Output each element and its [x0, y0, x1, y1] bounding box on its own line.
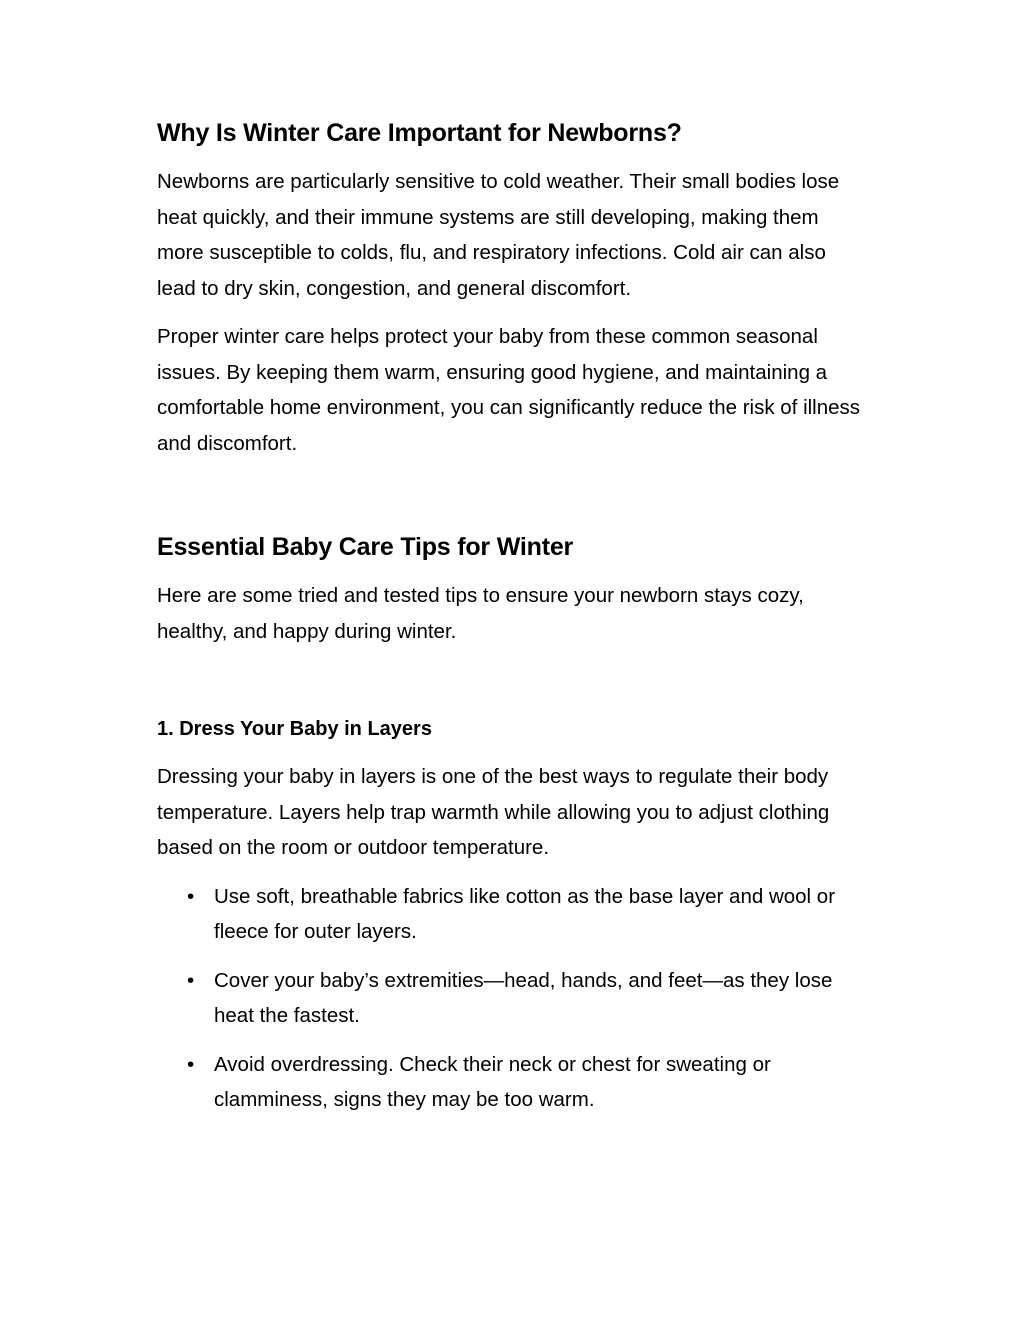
paragraph-dress-in-layers: Dressing your baby in layers is one of the best ways to regulate their body temperature. Layers help trap warmth while allowing you to adjust clothing based on the room or outdoor temperature.	[157, 765, 830, 859]
paragraph-newborn-sensitivity: Newborns are particularly sensitive to cold weather. Their small bodies lose heat quickly, and their immune systems are still developing, making them more susceptible to colds, flu, and respiratory infections. Cold air can also lead to dry skin, congestion, and general discomfort.	[157, 170, 840, 300]
section-heading-essential-tips: Essential Baby Care Tips for Winter	[157, 533, 574, 561]
bullet-icon: •	[187, 884, 195, 908]
section-heading-winter-care-importance: Why Is Winter Care Important for Newborns?	[157, 119, 682, 147]
bullet-icon: •	[187, 1052, 195, 1076]
list-item-text: Use soft, breathable fabrics like cotton as the base layer and wool or fleece for outer layers.	[214, 884, 836, 943]
list-item	[157, 879, 867, 950]
paragraph-proper-winter-care: Proper winter care helps protect your baby from these common seasonal issues. By keeping them warm, ensuring good hygiene, and maintaining a comfortable home environment, you can significantly reduce the risk of illness and discomfort.	[157, 325, 861, 455]
subheading-dress-in-layers: 1. Dress Your Baby in Layers	[157, 718, 432, 740]
document-page	[157, 112, 867, 1131]
list-item-text: Cover your baby’s extremities—head, hands, and feet—as they lose heat the fastest.	[214, 968, 833, 1027]
list-item	[157, 963, 867, 1034]
list-item-text: Avoid overdressing. Check their neck or chest for sweating or clamminess, signs they may be too warm.	[214, 1052, 771, 1111]
paragraph-tips-intro: Here are some tried and tested tips to ensure your newborn stays cozy, healthy, and happy during winter.	[157, 584, 804, 643]
list-item	[157, 1047, 867, 1118]
bullet-icon: •	[187, 968, 195, 992]
bullet-list-layering-tips	[157, 879, 867, 1118]
